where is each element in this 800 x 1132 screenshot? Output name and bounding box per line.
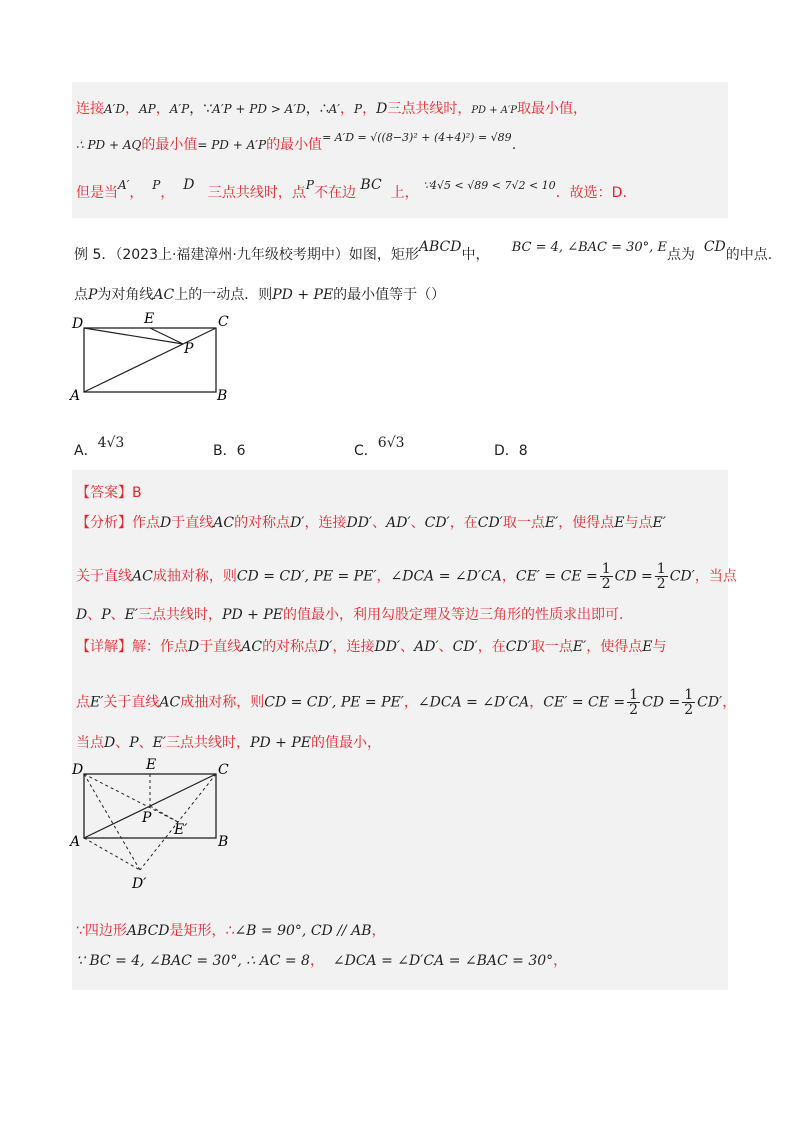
label-p: P: [142, 810, 152, 826]
text: ，∵: [189, 101, 213, 117]
math-expr: CD: [703, 239, 726, 255]
text: 取一点: [530, 639, 573, 655]
text: 点: [74, 287, 88, 303]
math-expr: PD + PE: [272, 287, 334, 303]
dashed-a-d2: [84, 838, 140, 870]
solution-line-1: [76, 98, 587, 118]
math-expr: E′: [652, 515, 666, 531]
math-expr: D: [183, 177, 195, 193]
math-expr: PD + PE: [250, 735, 311, 751]
analysis-line-3: [76, 604, 623, 624]
math-expr: = A′D = √((8−3)² + (4+4)²) = √89: [322, 131, 512, 144]
option-value: 8: [518, 443, 528, 459]
math-expr: AC: [241, 639, 263, 655]
text: 与点: [624, 515, 653, 531]
label-e: E: [146, 757, 157, 773]
text: 中，: [461, 247, 490, 263]
option-letter: A．: [74, 443, 98, 459]
label-p: P: [184, 341, 194, 357]
text: ∵四边形: [76, 923, 127, 939]
text: ，: [362, 101, 377, 117]
dashed-p-e2: [150, 806, 178, 822]
text: ，: [340, 101, 355, 117]
text: ，在: [477, 639, 506, 655]
text: 三点共线时，点: [207, 185, 306, 201]
text: 的对称点: [234, 515, 291, 531]
math-expr: ∵4√5 < √89 < 7√2 < 10: [423, 179, 556, 192]
option-value: 6: [236, 443, 246, 459]
math-expr: CD′: [505, 639, 531, 655]
math-expr: CD =: [614, 568, 653, 585]
text: 取一点: [502, 515, 545, 531]
math-expr: ∵ BC = 4, ∠BAC = 30°,: [76, 953, 242, 969]
text: 的中点.: [725, 247, 773, 263]
denominator: 2: [684, 702, 694, 718]
analysis-line-1: [76, 512, 666, 532]
math-expr: ∠B = 90°, CD // AB: [234, 923, 372, 939]
segment-dp: [84, 328, 183, 344]
text: 的最小值: [141, 137, 198, 153]
math-expr: DD′: [346, 515, 373, 531]
math-expr: AP: [139, 102, 156, 116]
math-expr: ∴ AC = 8: [246, 953, 310, 969]
text: ，: [501, 568, 516, 585]
text: 、: [138, 735, 153, 751]
math-expr: CD′: [669, 568, 695, 585]
math-expr: CD′: [697, 694, 723, 711]
math-expr: P: [305, 178, 314, 192]
text: 的最小值等于（）: [333, 287, 446, 303]
fraction: [627, 688, 640, 717]
math-expr: AD′: [414, 639, 439, 655]
bottom-line-1: [76, 920, 386, 940]
math-expr: BC = 4, ∠BAC = 30°, E: [511, 240, 667, 255]
math-expr: E′: [544, 515, 559, 531]
math-expr: CE′ = CE =: [543, 694, 626, 711]
text: .: [511, 137, 517, 153]
label-c: C: [218, 314, 229, 330]
math-expr: DD′: [374, 639, 401, 655]
math-expr: D′: [318, 639, 333, 655]
math-expr: A′P: [169, 102, 190, 116]
math-expr: P: [101, 607, 111, 623]
math-expr: A′: [118, 178, 130, 192]
text: ，当点: [694, 568, 737, 585]
math-expr: P: [129, 735, 139, 751]
text: ，: [160, 185, 175, 201]
detail-label: 【详解】: [76, 639, 132, 655]
text: 、: [410, 515, 425, 531]
math-expr: P: [354, 102, 363, 116]
solution-line-2: [76, 131, 517, 154]
math-expr: CE′ = CE =: [515, 568, 598, 585]
denominator: 2: [656, 576, 666, 592]
text: 点为: [666, 247, 695, 263]
detail-line-3: [76, 732, 381, 752]
math-expr: ABCD: [126, 923, 170, 939]
text: ，连接: [304, 515, 347, 531]
label-e-prime: E′: [174, 822, 188, 838]
text: 连接: [76, 101, 104, 117]
math-expr: CD′: [477, 515, 503, 531]
math-expr: D: [104, 735, 116, 751]
reflection-diagram: [66, 754, 246, 894]
label-c: C: [218, 762, 229, 778]
text: 关于直线: [76, 568, 132, 585]
label-d: D: [72, 762, 84, 778]
option-letter: B．: [213, 443, 237, 459]
detail-line-2: [76, 688, 736, 717]
math-expr: P: [152, 178, 161, 192]
solution-line-3: [76, 177, 627, 202]
answer-text: 【答案】B: [76, 485, 142, 501]
label-d-prime: D′: [132, 876, 147, 892]
text: 、: [372, 515, 387, 531]
answer-line: [76, 482, 142, 502]
option-d[interactable]: [494, 440, 528, 460]
option-a[interactable]: [74, 435, 125, 460]
text: 但是当: [76, 185, 118, 201]
option-value: 4√3: [97, 435, 125, 451]
math-expr: ∠DCA = ∠D′CA: [390, 568, 502, 585]
text: ，: [529, 694, 544, 711]
text: 取最小值，: [517, 101, 588, 117]
fraction: [655, 562, 668, 591]
text: 关于直线: [103, 694, 160, 711]
math-expr: ∠DCA = ∠D′CA: [417, 694, 530, 711]
text: 三点共线时，: [138, 607, 223, 623]
math-expr: E′: [90, 694, 104, 711]
math-expr: AD′: [386, 515, 411, 531]
text: 、: [115, 735, 130, 751]
text: ，: [309, 953, 324, 969]
label-b: B: [217, 388, 228, 404]
text: 的值最小，: [310, 735, 381, 751]
math-expr: AC: [213, 515, 235, 531]
math-expr: D: [376, 101, 388, 117]
text: 成抽对称，则: [152, 568, 237, 585]
text: 当点: [76, 735, 104, 751]
text: ，: [376, 568, 391, 585]
text: ，使得点: [558, 515, 615, 531]
text: 于直线: [171, 515, 214, 531]
fraction: [682, 688, 695, 717]
math-expr: PD + A′P: [471, 105, 518, 116]
math-expr: D: [188, 639, 200, 655]
math-expr: CD =: [642, 694, 681, 711]
math-expr: CD = CD′, PE = PE′: [264, 694, 404, 711]
diagonal-ac: [84, 328, 216, 392]
option-letter: C．: [354, 443, 378, 459]
text: 是矩形，∴: [169, 923, 235, 939]
math-expr: A′P + PD > A′D: [212, 102, 306, 116]
option-c[interactable]: [354, 435, 405, 460]
reflection-diagram-svg: [66, 754, 246, 894]
math-expr: AC: [132, 568, 153, 585]
analysis-line-2: [76, 562, 737, 591]
math-expr: PD + PE: [222, 607, 283, 623]
text: 为对角线: [97, 287, 154, 303]
text: 不在边: [313, 185, 356, 201]
math-expr: E′: [572, 639, 587, 655]
numerator: 1: [656, 561, 666, 577]
math-expr: BC: [360, 177, 382, 193]
text: ，: [155, 101, 170, 117]
example-line-1: [74, 239, 773, 264]
text: 的对称点: [262, 639, 319, 655]
math-expr: E′: [124, 607, 139, 623]
text: 三点共线时，: [166, 735, 251, 751]
math-expr: CD′: [424, 515, 450, 531]
label-a: A: [70, 834, 81, 850]
text: 、: [87, 607, 102, 623]
math-expr: ∠DCA = ∠D′CA = ∠BAC = 30°: [332, 953, 554, 969]
analysis-label: 【分析】: [76, 515, 132, 531]
text: 上的一动点．则: [174, 287, 273, 303]
text: ，使得点: [586, 639, 643, 655]
math-expr: E′: [152, 735, 167, 751]
rectangle-diagram: [66, 308, 246, 408]
math-expr: AC: [153, 287, 175, 303]
numerator: 1: [629, 687, 639, 703]
math-expr: D: [76, 607, 88, 623]
option-b[interactable]: [213, 440, 246, 460]
text: ，: [125, 101, 140, 117]
option-value: 6√3: [377, 435, 405, 451]
text: ，连接: [332, 639, 375, 655]
math-expr: CD′: [452, 639, 478, 655]
math-expr: P: [88, 287, 98, 303]
math-expr: E: [614, 515, 625, 531]
text: ，∴: [305, 101, 329, 117]
text: ，: [553, 953, 568, 969]
text: 、: [110, 607, 125, 623]
solution-continuation-block: [72, 82, 728, 218]
text: 的值最小，利用勾股定理及等边三角形的性质求出即可.: [282, 607, 624, 623]
label-b: B: [218, 834, 229, 850]
text: 、: [400, 639, 415, 655]
text: 三点共线时，: [387, 101, 472, 117]
text: ．故选：D.: [555, 185, 627, 201]
text: ，: [403, 694, 418, 711]
numerator: 1: [684, 687, 694, 703]
denominator: 2: [629, 702, 639, 718]
detail-line-1: [76, 636, 667, 656]
math-expr: = PD + A′P: [197, 138, 267, 152]
fraction: [600, 562, 613, 591]
text: 点: [76, 694, 90, 711]
denominator: 2: [601, 576, 611, 592]
math-expr: AC: [159, 694, 181, 711]
text: ，在: [449, 515, 478, 531]
text: ，: [722, 694, 737, 711]
math-expr: CD = CD′, PE = PE′: [236, 568, 377, 585]
math-expr: A′: [328, 102, 341, 116]
math-expr: D: [160, 515, 172, 531]
example-label: 例 5．（2023上·福建漳州·九年级校考期中）如图，矩形: [74, 247, 419, 263]
label-d: D: [72, 316, 84, 332]
numerator: 1: [601, 561, 611, 577]
rectangle-diagram-svg: [66, 308, 246, 408]
text: 解：作点: [132, 639, 188, 655]
math-expr: ∴ PD + AQ: [76, 138, 142, 152]
text: 的最小值: [266, 137, 323, 153]
text: 与: [652, 639, 667, 655]
answer-block: [70, 470, 737, 990]
math-expr: D′: [290, 515, 305, 531]
math-expr: E: [642, 639, 653, 655]
text: ，: [129, 185, 144, 201]
math-expr: A′D: [104, 102, 126, 116]
text: 、: [438, 639, 453, 655]
text: 于直线: [199, 639, 242, 655]
option-letter: D．: [494, 443, 519, 459]
example-line-2: [74, 284, 445, 304]
text: 成抽对称，则: [180, 694, 265, 711]
bottom-line-2: [76, 950, 567, 970]
text: 上，: [390, 185, 419, 201]
math-expr: ABCD: [418, 239, 462, 255]
label-a: A: [70, 388, 81, 404]
text: 作点: [132, 515, 160, 531]
text: ，: [371, 923, 386, 939]
label-e: E: [144, 311, 155, 327]
